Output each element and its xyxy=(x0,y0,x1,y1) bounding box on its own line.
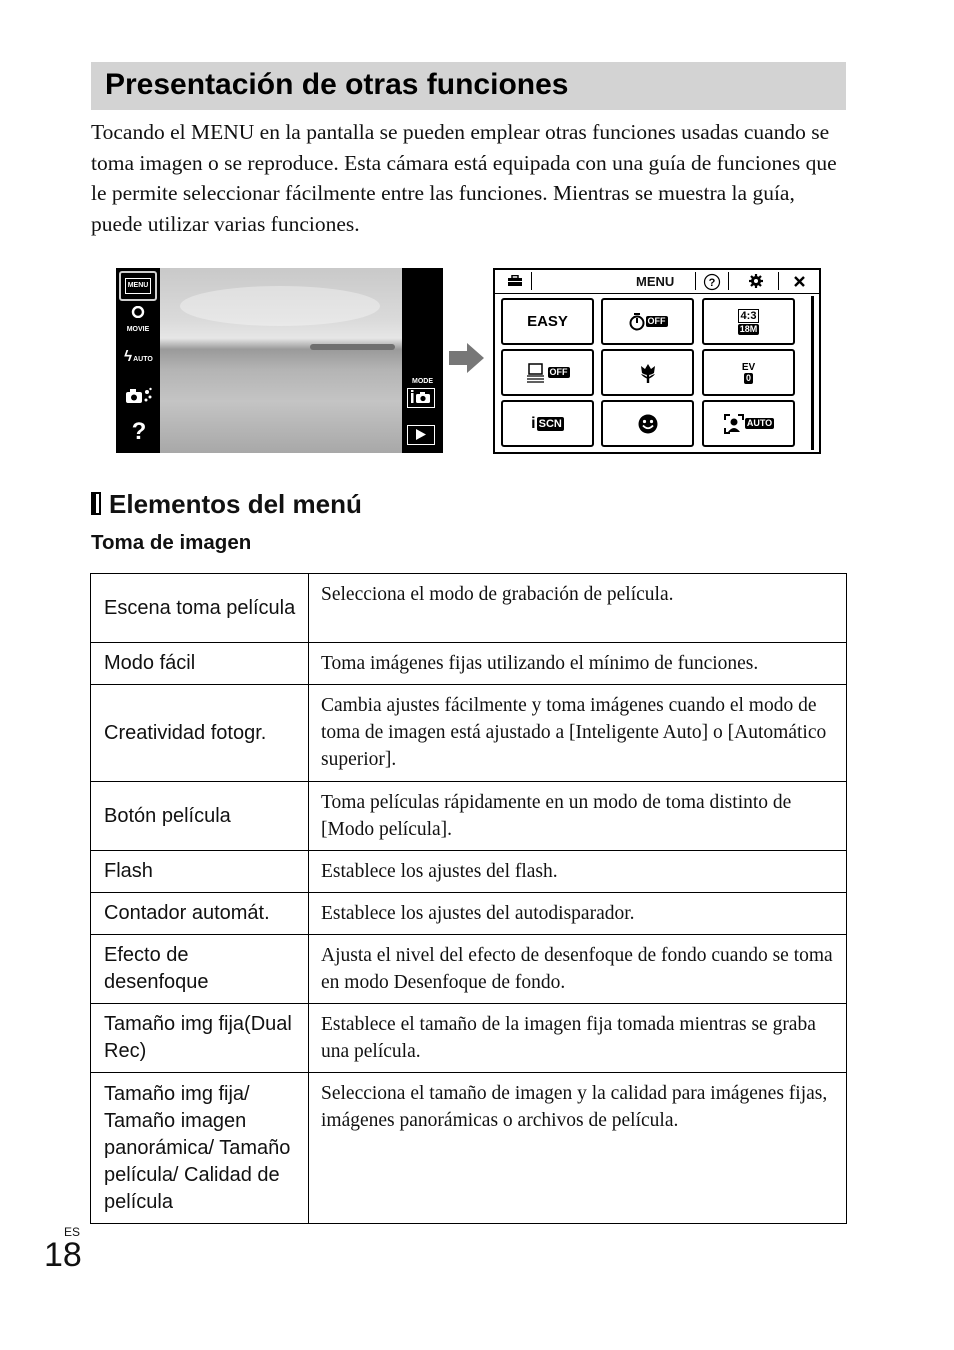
svg-text:?: ? xyxy=(708,277,716,289)
easy-mode-button[interactable] xyxy=(501,298,594,345)
smile-detection-button[interactable] xyxy=(601,400,694,447)
item-description: Selecciona el tamaño de imagen y la calidad para imágenes fijas, imágenes panorámicas o archivos de película. xyxy=(309,1073,847,1224)
self-timer-icon xyxy=(628,312,646,332)
page-title: Presentación de otras funciones xyxy=(91,62,846,110)
self-timer-off-label: OFF xyxy=(647,316,666,326)
table-row xyxy=(91,893,847,935)
table-row xyxy=(91,685,847,782)
exposure-compensation-button[interactable] xyxy=(702,349,795,396)
section-heading xyxy=(91,489,362,519)
self-timer-off-button[interactable] xyxy=(601,298,694,345)
menu-scrollbar[interactable] xyxy=(811,296,814,450)
toolbox-icon[interactable] xyxy=(507,275,523,287)
right-icon-column xyxy=(402,268,443,453)
table-row xyxy=(91,1073,847,1224)
face-detection-button[interactable] xyxy=(702,400,795,447)
flash-auto-label: AUTO xyxy=(133,356,153,363)
ev-label: EV xyxy=(741,361,756,373)
cloud-shape xyxy=(180,286,380,326)
menu-title: MENU xyxy=(636,274,675,289)
item-name: Escena toma película xyxy=(91,574,309,643)
island-shape xyxy=(310,344,395,350)
intelligent-scene-button[interactable]: i SCN xyxy=(501,400,594,447)
smile-icon xyxy=(637,413,659,435)
burst-frames-icon xyxy=(526,362,548,384)
subsection-heading: Toma de imagen xyxy=(91,531,252,554)
movie-icon[interactable] xyxy=(121,306,155,336)
table-row xyxy=(91,574,847,643)
item-description: Ajusta el nivel del efecto de desenfoque de fondo cuando se toma en modo Desenfoque de fondo. xyxy=(309,935,847,1004)
section-marker-icon xyxy=(91,492,101,515)
page-number: 18 xyxy=(44,1236,82,1274)
help-icon[interactable]: ? xyxy=(131,418,147,445)
item-description: Toma imágenes fijas utilizando el mínimo de funciones. xyxy=(309,643,847,685)
item-name: Contador automát. xyxy=(91,893,309,935)
gear-icon[interactable] xyxy=(748,273,764,289)
aspect-ratio-label: 4:3 xyxy=(738,309,760,323)
camera-menu-screen xyxy=(493,268,821,454)
intro-paragraph: Tocando el MENU en la pantalla se pueden emplear otras funciones usadas cuando se toma imagen o se reproduce. Esta cámara está equipada con una guía de funciones que le permite seleccionar fácilmente entre las funciones. Mientras se muestra la guía, puede utilizar varias funciones. xyxy=(91,120,837,236)
macro-button[interactable] xyxy=(601,349,694,396)
camera-shooting-screen xyxy=(116,268,443,453)
table-row xyxy=(91,935,847,1004)
item-description: Establece el tamaño de la imagen fija tomada mientras se graba una película. xyxy=(309,1004,847,1073)
playback-button[interactable] xyxy=(407,425,435,445)
arrow-right-icon xyxy=(449,343,485,373)
table-row xyxy=(91,851,847,893)
intelligent-auto-mode-icon[interactable] xyxy=(407,388,435,408)
item-description: Establece los ajustes del flash. xyxy=(309,851,847,893)
table-row xyxy=(91,1004,847,1073)
item-name: Flash xyxy=(91,851,309,893)
menu-items-table xyxy=(90,573,847,1224)
mode-label: MODE xyxy=(412,378,433,385)
menu-button-label: MENU xyxy=(125,278,151,294)
tulip-icon xyxy=(637,362,659,384)
item-name: Efecto de desenfoque xyxy=(91,935,309,1004)
ev-value: 0 xyxy=(745,372,751,383)
flash-auto-icon[interactable]: ϟAUTO xyxy=(124,348,153,365)
section-heading-text: Elementos del menú xyxy=(109,489,362,519)
face-frame-icon xyxy=(723,413,745,435)
help-icon[interactable] xyxy=(703,273,721,291)
item-name: Tamaño img fija/ Tamaño imagen panorámica/ Tamaño película/ Calidad de película xyxy=(91,1073,309,1224)
smile-shutter-off-button[interactable] xyxy=(501,349,594,396)
item-name: Creatividad fotogr. xyxy=(91,685,309,782)
easy-mode-label: EASY xyxy=(527,313,568,330)
table-row xyxy=(91,643,847,685)
item-description: Establece los ajustes del autodisparador. xyxy=(309,893,847,935)
item-name: Modo fácil xyxy=(91,643,309,685)
item-description: Selecciona el modo de grabación de película. xyxy=(309,574,847,643)
menu-button[interactable] xyxy=(119,271,157,301)
close-icon[interactable] xyxy=(794,276,805,287)
item-description: Cambia ajustes fácilmente y toma imágenes cuando el modo de toma de imagen está ajustado a [Inteligente Auto] o [Automático superior]. xyxy=(309,685,847,782)
movie-label: MOVIE xyxy=(126,326,150,333)
table-row xyxy=(91,782,847,851)
item-description: Toma películas rápidamente en un modo de toma distinto de [Modo película]. xyxy=(309,782,847,851)
language-code: ES xyxy=(64,1225,81,1239)
item-name: Botón película xyxy=(91,782,309,851)
menu-top-bar xyxy=(495,270,819,294)
live-view-image xyxy=(160,268,402,453)
image-size-button[interactable] xyxy=(702,298,795,345)
left-icon-column xyxy=(116,268,160,453)
face-detection-auto-label: AUTO xyxy=(746,418,773,428)
image-size-label: 18M xyxy=(739,323,758,334)
item-name: Tamaño img fija(Dual Rec) xyxy=(91,1004,309,1073)
photo-creativity-icon[interactable] xyxy=(122,386,156,411)
burst-off-label: OFF xyxy=(549,367,568,377)
scene-label: SCN xyxy=(538,417,562,430)
